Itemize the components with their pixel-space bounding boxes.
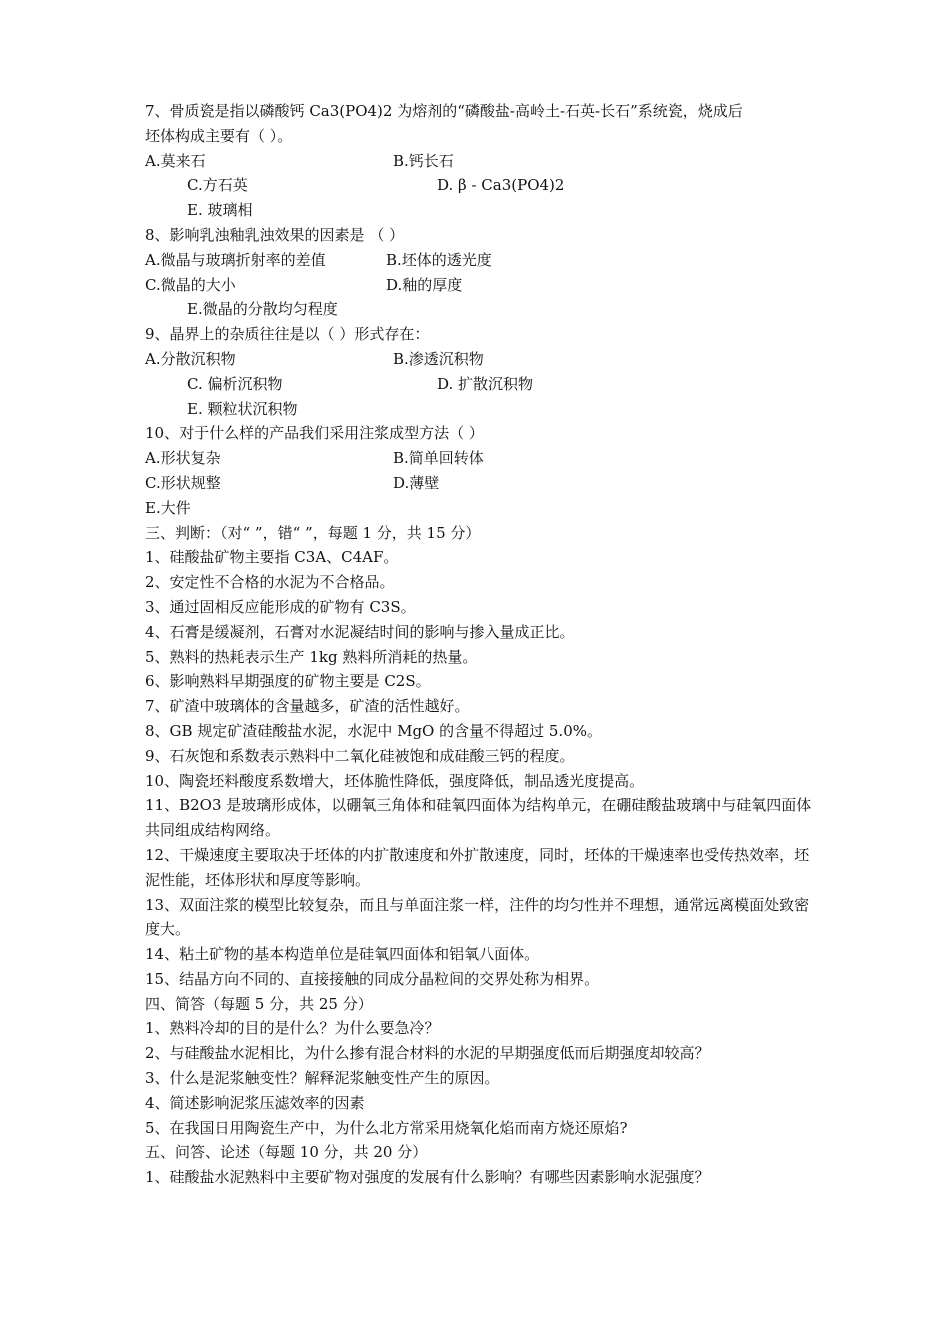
question-stem: 9、晶界上的杂质往往是以（ ）形式存在： bbox=[145, 325, 430, 344]
list-item: 4、石膏是缓凝剂，石膏对水泥凝结时间的影响与掺入量成正比。 bbox=[145, 622, 575, 641]
option-e: E.大件 bbox=[145, 498, 191, 517]
section-essay bbox=[145, 1140, 820, 1190]
option-c: C.形状规整 bbox=[145, 473, 221, 492]
question-stem: 8、影响乳浊釉乳浊效果的因素是 （ ） bbox=[145, 225, 405, 244]
option-a: A.形状复杂 bbox=[145, 449, 221, 468]
option-d: D.薄壁 bbox=[393, 473, 440, 492]
option-e: E. 颗粒状沉积物 bbox=[187, 399, 298, 418]
option-b: B.坯体的透光度 bbox=[386, 250, 492, 269]
option-d: D.釉的厚度 bbox=[386, 275, 463, 294]
list-item: 11、B2O3 是玻璃形成体，以硼氧三角体和硅氧四面体为结构单元，在硼硅酸盐玻璃中与硅氧四面体共同组成结构网络。 bbox=[145, 796, 812, 840]
list-item: 1、熟料冷却的目的是什么？为什么要急冷？ bbox=[145, 1019, 440, 1038]
option-b: B.渗透沉积物 bbox=[393, 349, 484, 368]
option-a: A.微晶与玻璃折射率的差值 bbox=[145, 250, 326, 269]
list-item: 9、石灰饱和系数表示熟料中二氧化硅被饱和成硅酸三钙的程度。 bbox=[145, 746, 575, 765]
option-d: D. 扩散沉积物 bbox=[437, 374, 534, 393]
list-item: 12、干燥速度主要取决于坯体的内扩散速度和外扩散速度，同时，坯体的干燥速率也受传热效率，坯泥性能，坯体形状和厚度等影响。 bbox=[145, 845, 810, 889]
question-8 bbox=[145, 223, 820, 322]
section-title: 五、问答、论述（每题 10 分，共 20 分） bbox=[145, 1143, 428, 1162]
option-row bbox=[145, 173, 820, 198]
list-item: 10、陶瓷坯料酸度系数增大，坯体脆性降低，强度降低，制品透光度提高。 bbox=[145, 771, 645, 790]
list-item: 5、在我国日用陶瓷生产中，为什么北方常采用烧氧化焰而南方烧还原焰? bbox=[145, 1118, 628, 1137]
option-c: C. 偏析沉积物 bbox=[187, 374, 283, 393]
list-item: 2、与硅酸盐水泥相比，为什么掺有混合材料的水泥的早期强度低而后期强度却较高？ bbox=[145, 1044, 710, 1063]
section-short-answer bbox=[145, 992, 820, 1141]
option-b: B.简单回转体 bbox=[393, 449, 484, 468]
option-e: E.微晶的分散均匀程度 bbox=[187, 300, 338, 319]
list-item: 1、硅酸盐水泥熟料中主要矿物对强度的发展有什么影响？有哪些因素影响水泥强度？ bbox=[145, 1168, 710, 1187]
exam-content bbox=[145, 99, 820, 1190]
list-item: 7、矿渣中玻璃体的含量越多，矿渣的活性越好。 bbox=[145, 697, 470, 716]
list-item: 2、安定性不合格的水泥为不合格品。 bbox=[145, 573, 395, 592]
section-title: 四、简答（每题 5 分，共 25 分） bbox=[145, 994, 373, 1013]
list-item: 1、硅酸盐矿物主要指 C3A、C4AF。 bbox=[145, 548, 399, 567]
list-item: 15、结晶方向不同的、直接接触的同成分晶粒间的交界处称为相界。 bbox=[145, 969, 600, 988]
option-row bbox=[145, 273, 820, 298]
list-item: 8、GB 规定矿渣硅酸盐水泥，水泥中 MgO 的含量不得超过 5.0%。 bbox=[145, 721, 602, 740]
option-row bbox=[145, 446, 820, 471]
question-stem: 坯体构成主要有（ ）。 bbox=[145, 126, 293, 145]
list-item: 13、双面注浆的模型比较复杂，而且与单面注浆一样，注件的均匀性并不理想，通常远离模面处致密度大。 bbox=[145, 895, 810, 939]
list-item: 4、简述影响泥浆压滤效率的因素 bbox=[145, 1093, 365, 1112]
option-row bbox=[145, 248, 820, 273]
question-10 bbox=[145, 421, 820, 520]
option-a: A.莫来石 bbox=[145, 151, 206, 170]
option-b: B.钙长石 bbox=[393, 151, 454, 170]
option-row bbox=[145, 347, 820, 372]
option-row bbox=[145, 149, 820, 174]
list-item: 14、粘土矿物的基本构造单位是硅氧四面体和铝氧八面体。 bbox=[145, 945, 540, 964]
option-a: A.分散沉积物 bbox=[145, 349, 236, 368]
list-item: 3、什么是泥浆触变性？解释泥浆触变性产生的原因。 bbox=[145, 1069, 500, 1088]
list-item: 6、影响熟料早期强度的矿物主要是 C2S。 bbox=[145, 672, 431, 691]
option-d: D. β - Ca3(PO4)2 bbox=[437, 176, 565, 195]
option-row bbox=[145, 471, 820, 496]
section-true-false bbox=[145, 521, 820, 992]
option-row bbox=[145, 372, 820, 397]
list-item: 3、通过固相反应能形成的矿物有 C3S。 bbox=[145, 597, 416, 616]
list-item: 5、熟料的热耗表示生产 1kg 熟料所消耗的热量。 bbox=[145, 647, 478, 666]
option-c: C.方石英 bbox=[187, 176, 248, 195]
question-7 bbox=[145, 99, 820, 223]
option-c: C.微晶的大小 bbox=[145, 275, 236, 294]
section-title: 三、判断：（对“ ”，错“ ”，每题 1 分，共 15 分） bbox=[145, 523, 481, 542]
question-stem: 7、骨质瓷是指以磷酸钙 Ca3(PO4)2 为熔剂的“磷酸盐-高岭土-石英-长石”系统瓷，烧成后 bbox=[145, 102, 743, 120]
question-9 bbox=[145, 322, 820, 421]
question-stem: 10、对于什么样的产品我们采用注浆成型方法（ ） bbox=[145, 424, 484, 443]
option-e: E. 玻璃相 bbox=[187, 201, 253, 220]
